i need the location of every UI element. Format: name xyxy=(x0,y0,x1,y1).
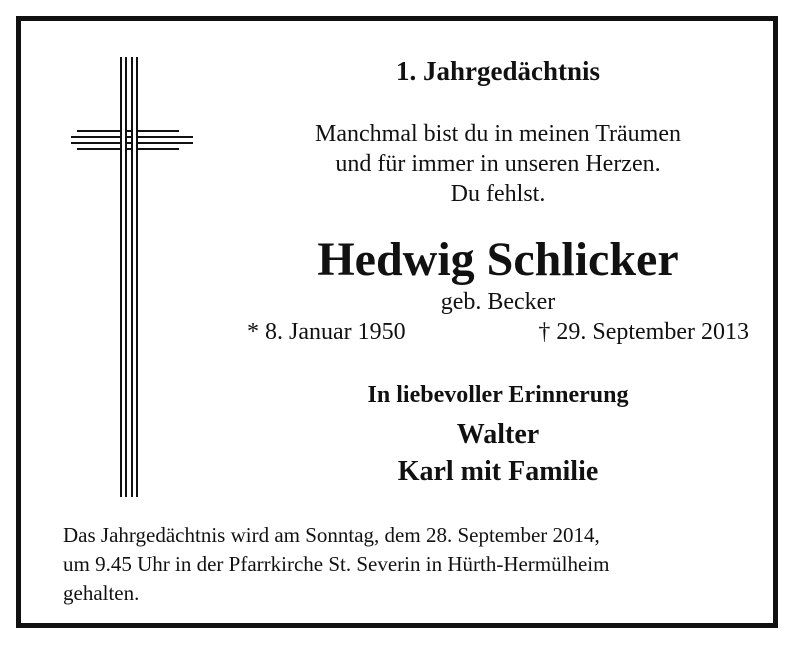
notice-heading: 1. Jahrgedächtnis xyxy=(395,56,601,86)
service-info-line: um 9.45 Uhr in der Pfarrkirche St. Severin in Hürth-Hermülheim xyxy=(63,552,610,576)
birth-date: * 8. Januar 1950 xyxy=(247,319,406,345)
obituary-notice xyxy=(16,16,778,628)
service-info-line: gehalten. xyxy=(63,581,140,605)
verse xyxy=(261,119,735,209)
life-dates xyxy=(247,317,749,347)
memorial-line: In liebevoller Erinnerung xyxy=(367,382,629,408)
mourner-name: Karl mit Familie xyxy=(397,456,599,487)
service-info-line: Das Jahrgedächtnis wird am Sonntag, dem 28. September 2014, xyxy=(63,523,600,547)
verse-line: Manchmal bist du in meinen Träumen xyxy=(315,121,681,147)
cross-icon xyxy=(67,57,193,497)
birth-name: geb. Becker xyxy=(440,289,556,315)
death-date: † 29. September 2013 xyxy=(538,319,749,345)
verse-line: und für immer in unseren Herzen. xyxy=(335,151,661,177)
service-info xyxy=(63,521,745,608)
mourner-name: Walter xyxy=(456,419,540,450)
verse-line: Du fehlst. xyxy=(450,181,546,207)
deceased-name: Hedwig Schlicker xyxy=(317,233,679,286)
